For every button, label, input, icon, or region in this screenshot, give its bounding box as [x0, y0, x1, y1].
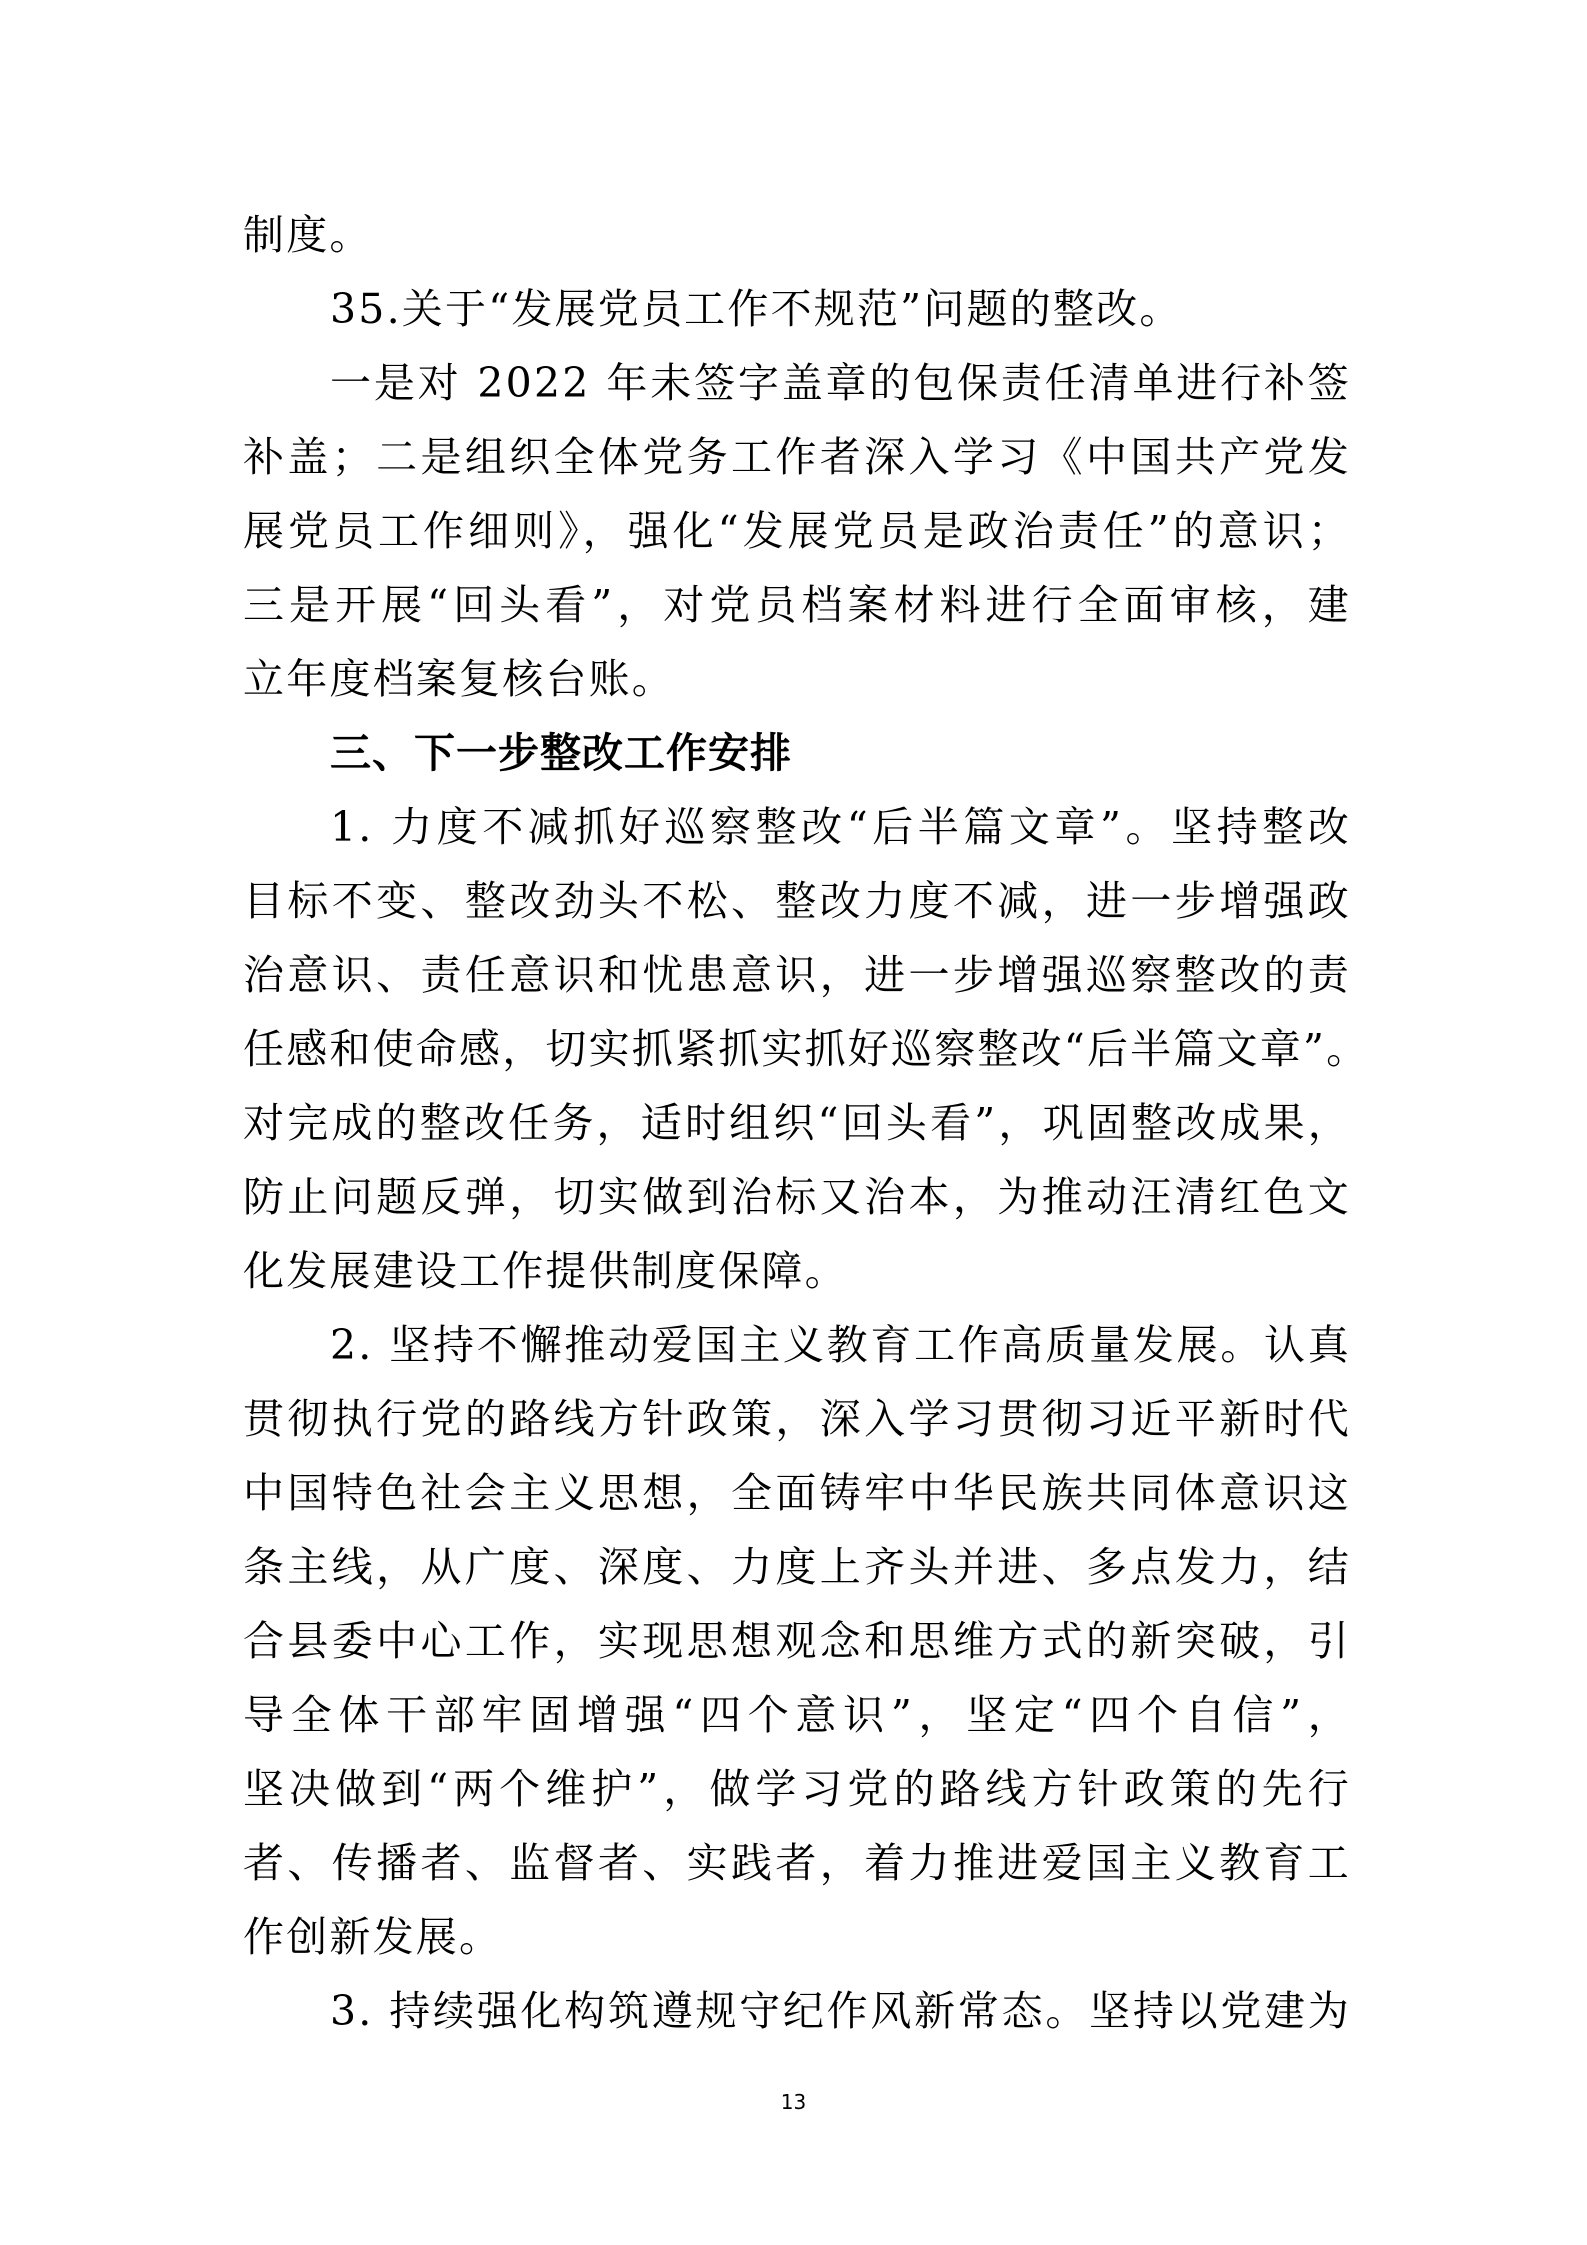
text-line: 展党员工作细则》，强化“发展党员是政治责任”的意识；	[243, 507, 1351, 555]
text-line: 3. 持续强化构筑遵规守纪作风新常态。坚持以党建为	[330, 1987, 1351, 2035]
text-line: 补盖；二是组织全体党务工作者深入学习《中国共产党发	[243, 433, 1351, 481]
text-line: 制度。	[243, 211, 373, 259]
text-line: 对完成的整改任务，适时组织“回头看”，巩固整改成果，	[243, 1099, 1351, 1147]
text-line: 三是开展“回头看”，对党员档案材料进行全面审核，建	[243, 581, 1351, 629]
page-number: 13	[780, 2090, 807, 2114]
text-line: 条主线，从广度、深度、力度上齐头并进、多点发力，结	[243, 1543, 1351, 1591]
text-line: 2. 坚持不懈推动爱国主义教育工作高质量发展。认真	[330, 1321, 1351, 1369]
text-line: 作创新发展。	[243, 1913, 503, 1961]
text-line: 任感和使命感，切实抓紧抓实抓好巡察整改“后半篇文章”。	[243, 1025, 1370, 1073]
text-line: 目标不变、整改劲头不松、整改力度不减，进一步增强政	[243, 877, 1351, 925]
text-line: 化发展建设工作提供制度保障。	[243, 1247, 848, 1295]
text-line: 者、传播者、监督者、实践者，着力推进爱国主义教育工	[243, 1839, 1351, 1887]
text-line: 坚决做到“两个维护”，做学习党的路线方针政策的先行	[243, 1765, 1351, 1813]
section-heading: 三、下一步整改工作安排	[330, 729, 792, 777]
text-line: 1. 力度不减抓好巡察整改“后半篇文章”。坚持整改	[330, 803, 1351, 851]
text-line: 立年度档案复核台账。	[243, 655, 675, 703]
text-line: 防止问题反弹，切实做到治标又治本，为推动汪清红色文	[243, 1173, 1351, 1221]
text-line: 中国特色社会主义思想，全面铸牢中华民族共同体意识这	[243, 1469, 1351, 1517]
section-item-title: 35.关于“发展党员工作不规范”问题的整改。	[330, 285, 1183, 333]
text-line: 贯彻执行党的路线方针政策，深入学习贯彻习近平新时代	[243, 1395, 1351, 1443]
text-line: 治意识、责任意识和忧患意识，进一步增强巡察整改的责	[243, 951, 1351, 999]
text-line: 一是对 2022 年未签字盖章的包保责任清单进行补签	[330, 359, 1351, 407]
text-line: 合县委中心工作，实现思想观念和思维方式的新突破，引	[243, 1617, 1351, 1665]
text-line: 导全体干部牢固增强“四个意识”，坚定“四个自信”，	[243, 1691, 1351, 1739]
